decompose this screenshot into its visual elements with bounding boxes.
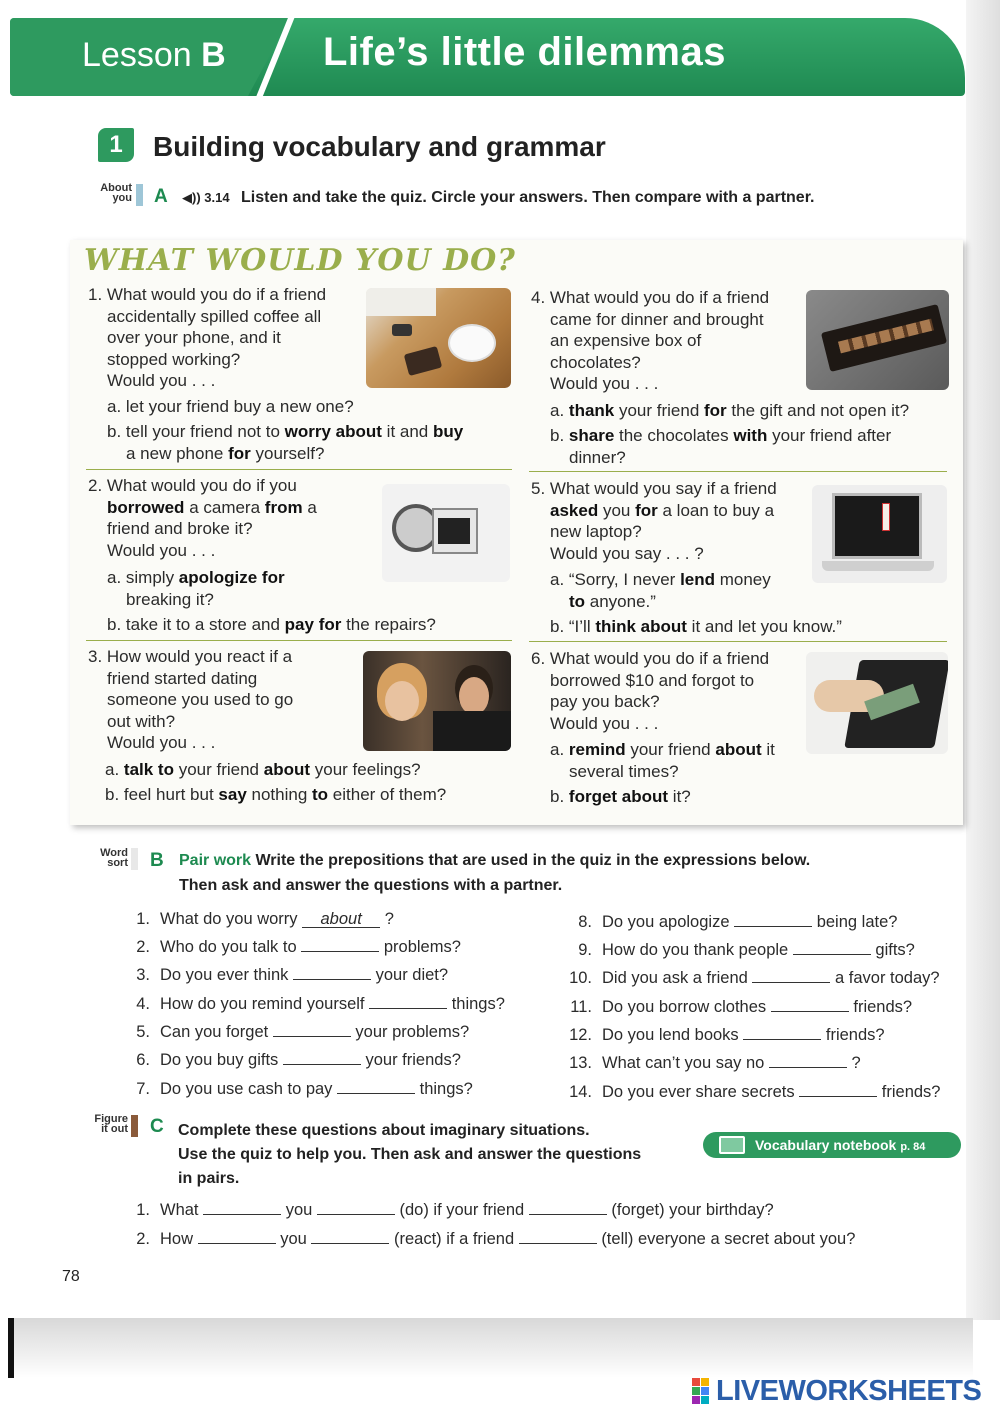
answer-blank[interactable]: [771, 998, 849, 1012]
question-3: 3. How would you react if a friend started dating someone you used to go out with? Would you . . .: [88, 647, 294, 752]
tag-bar: [131, 1115, 138, 1137]
list-item: 8. Do you apologize being late?: [578, 913, 898, 931]
broken-camera-photo: [382, 484, 510, 582]
chocolate-box-photo: [806, 290, 949, 390]
exercise-c-letter: C: [150, 1116, 164, 1137]
liveworksheets-logo-icon: [692, 1378, 710, 1406]
q5-option-a[interactable]: a. “Sorry, I never lend money to anyone.”: [550, 570, 771, 611]
answer-blank[interactable]: [293, 966, 371, 980]
answer-blank[interactable]: [311, 1230, 389, 1244]
exercise-a-letter: A: [154, 186, 168, 207]
lesson-label: Lesson B: [82, 36, 226, 74]
answer-blank[interactable]: [799, 1083, 877, 1097]
exercise-b-instruction-2: Then ask and answer the questions with a partner.: [179, 877, 563, 894]
q4-option-a[interactable]: a. thank your friend for the gift and not open it?: [550, 401, 910, 420]
question-2: 2. What would you do if you borrowed a camera from a friend and broke it? Would you . . .: [88, 476, 317, 560]
quiz-title: WHAT WOULD YOU DO?: [84, 243, 516, 278]
answer-blank[interactable]: [301, 938, 379, 952]
answer-blank[interactable]: [734, 913, 812, 927]
list-item: 2. Who do you talk to problems?: [136, 938, 461, 956]
answer-blank[interactable]: [337, 1080, 415, 1094]
lesson-title: Life’s little dilemmas: [323, 30, 726, 74]
divider: [529, 471, 947, 472]
page-number: 78: [62, 1268, 80, 1285]
question-5: 5. What would you say if a friend asked you for a loan to buy a new laptop? Would you say . . . ?: [531, 479, 777, 563]
q2-option-b[interactable]: b. take it to a store and pay for the repairs?: [107, 615, 436, 634]
vocabulary-notebook-link[interactable]: Vocabulary notebook p. 84: [703, 1132, 961, 1158]
list-item: 6. Do you buy gifts your friends?: [136, 1051, 461, 1069]
q3-option-b[interactable]: b. feel hurt but say nothing to either of them?: [105, 785, 447, 804]
word-sort-tag: Word sort: [100, 847, 128, 869]
answer-blank[interactable]: [317, 1201, 395, 1215]
wallet-photo: [806, 652, 948, 754]
q3-option-a[interactable]: a. talk to your friend about your feelings?: [105, 760, 421, 779]
answer-blank[interactable]: [752, 969, 830, 983]
exercise-c-instruction: Complete these questions about imaginary situations. Use the quiz to help you. Then ask and answer the questions in pairs.: [178, 1122, 642, 1187]
exercise-b-instruction: Pair work Write the prepositions that are used in the quiz in the expressions below.: [179, 852, 811, 869]
answer-blank[interactable]: about: [302, 911, 380, 928]
q5-option-b[interactable]: b. “I’ll think about it and let you know.”: [550, 617, 842, 636]
liveworksheets-watermark: LIVEWORKSHEETS: [716, 1375, 982, 1407]
exercise-a-instruction: Listen and take the quiz. Circle your answers. Then compare with a partner.: [241, 189, 815, 206]
answer-blank[interactable]: [273, 1023, 351, 1037]
tag-bar: [131, 848, 138, 870]
q1-option-a[interactable]: a. let your friend buy a new one?: [107, 397, 354, 416]
question-4: 4. What would you do if a friend came for dinner and brought an expensive box of chocolates? Would you . . .: [531, 288, 770, 393]
answer-blank[interactable]: [369, 995, 447, 1009]
list-item: 10. Did you ask a friend a favor today?: [569, 969, 940, 987]
question-1: 1. What would you do if a friend accidentally spilled coffee all over your phone, and it stopped working? Would you . . .: [88, 285, 327, 390]
answer-blank[interactable]: [283, 1051, 361, 1065]
divider: [86, 469, 512, 470]
q1-option-b[interactable]: b. tell your friend not to worry about it and buy a new phone for yourself?: [107, 422, 464, 463]
list-item: 4. How do you remind yourself things?: [136, 995, 505, 1013]
tag-bar: [136, 184, 143, 206]
answer-blank[interactable]: [519, 1230, 597, 1244]
question-6: 6. What would you do if a friend borrowed $10 and forgot to pay you back? Would you . . .: [531, 649, 770, 733]
list-item: 1. What you (do) if your friend (forget) your birthday?: [136, 1201, 774, 1219]
page-edge: [966, 0, 1000, 1320]
laptop-photo: [812, 485, 947, 583]
answer-blank[interactable]: [769, 1054, 847, 1068]
figure-it-out-tag: Figure it out: [94, 1113, 128, 1135]
couple-photo: [363, 651, 511, 751]
about-you-tag: About you: [100, 182, 132, 204]
page-bottom-shadow: [8, 1318, 973, 1378]
list-item: 1. What do you worry about ?: [136, 910, 394, 928]
answer-blank[interactable]: [198, 1230, 276, 1244]
section-title: Building vocabulary and grammar: [153, 131, 606, 162]
answer-blank[interactable]: [529, 1201, 607, 1215]
q4-option-b[interactable]: b. share the chocolates with your friend after dinner?: [550, 426, 892, 467]
list-item: 13. What can’t you say no ?: [569, 1054, 861, 1072]
section-number: 1: [98, 128, 134, 162]
notebook-icon: [719, 1136, 745, 1154]
q6-option-a[interactable]: a. remind your friend about it several times?: [550, 740, 775, 781]
list-item: 12. Do you lend books friends?: [569, 1026, 885, 1044]
list-item: 14. Do you ever share secrets friends?: [569, 1083, 941, 1101]
divider: [529, 641, 947, 642]
list-item: 2. How you (react) if a friend (tell) everyone a secret about you?: [136, 1230, 856, 1248]
answer-blank[interactable]: [793, 941, 871, 955]
exercise-b-letter: B: [150, 850, 164, 871]
divider: [86, 640, 512, 641]
list-item: 5. Can you forget your problems?: [136, 1023, 470, 1041]
lesson-banner: [10, 18, 965, 96]
q6-option-b[interactable]: b. forget about it?: [550, 787, 691, 806]
answer-blank[interactable]: [743, 1026, 821, 1040]
list-item: 11. Do you borrow clothes friends?: [570, 998, 913, 1016]
answer-blank[interactable]: [203, 1201, 281, 1215]
q2-option-a[interactable]: a. simply apologize for breaking it?: [107, 568, 285, 609]
list-item: 7. Do you use cash to pay things?: [136, 1080, 473, 1098]
audio-track-label[interactable]: ◀)) 3.14: [182, 190, 230, 205]
coffee-phone-photo: [366, 288, 511, 388]
list-item: 9. How do you thank people gifts?: [578, 941, 915, 959]
list-item: 3. Do you ever think your diet?: [136, 966, 449, 984]
